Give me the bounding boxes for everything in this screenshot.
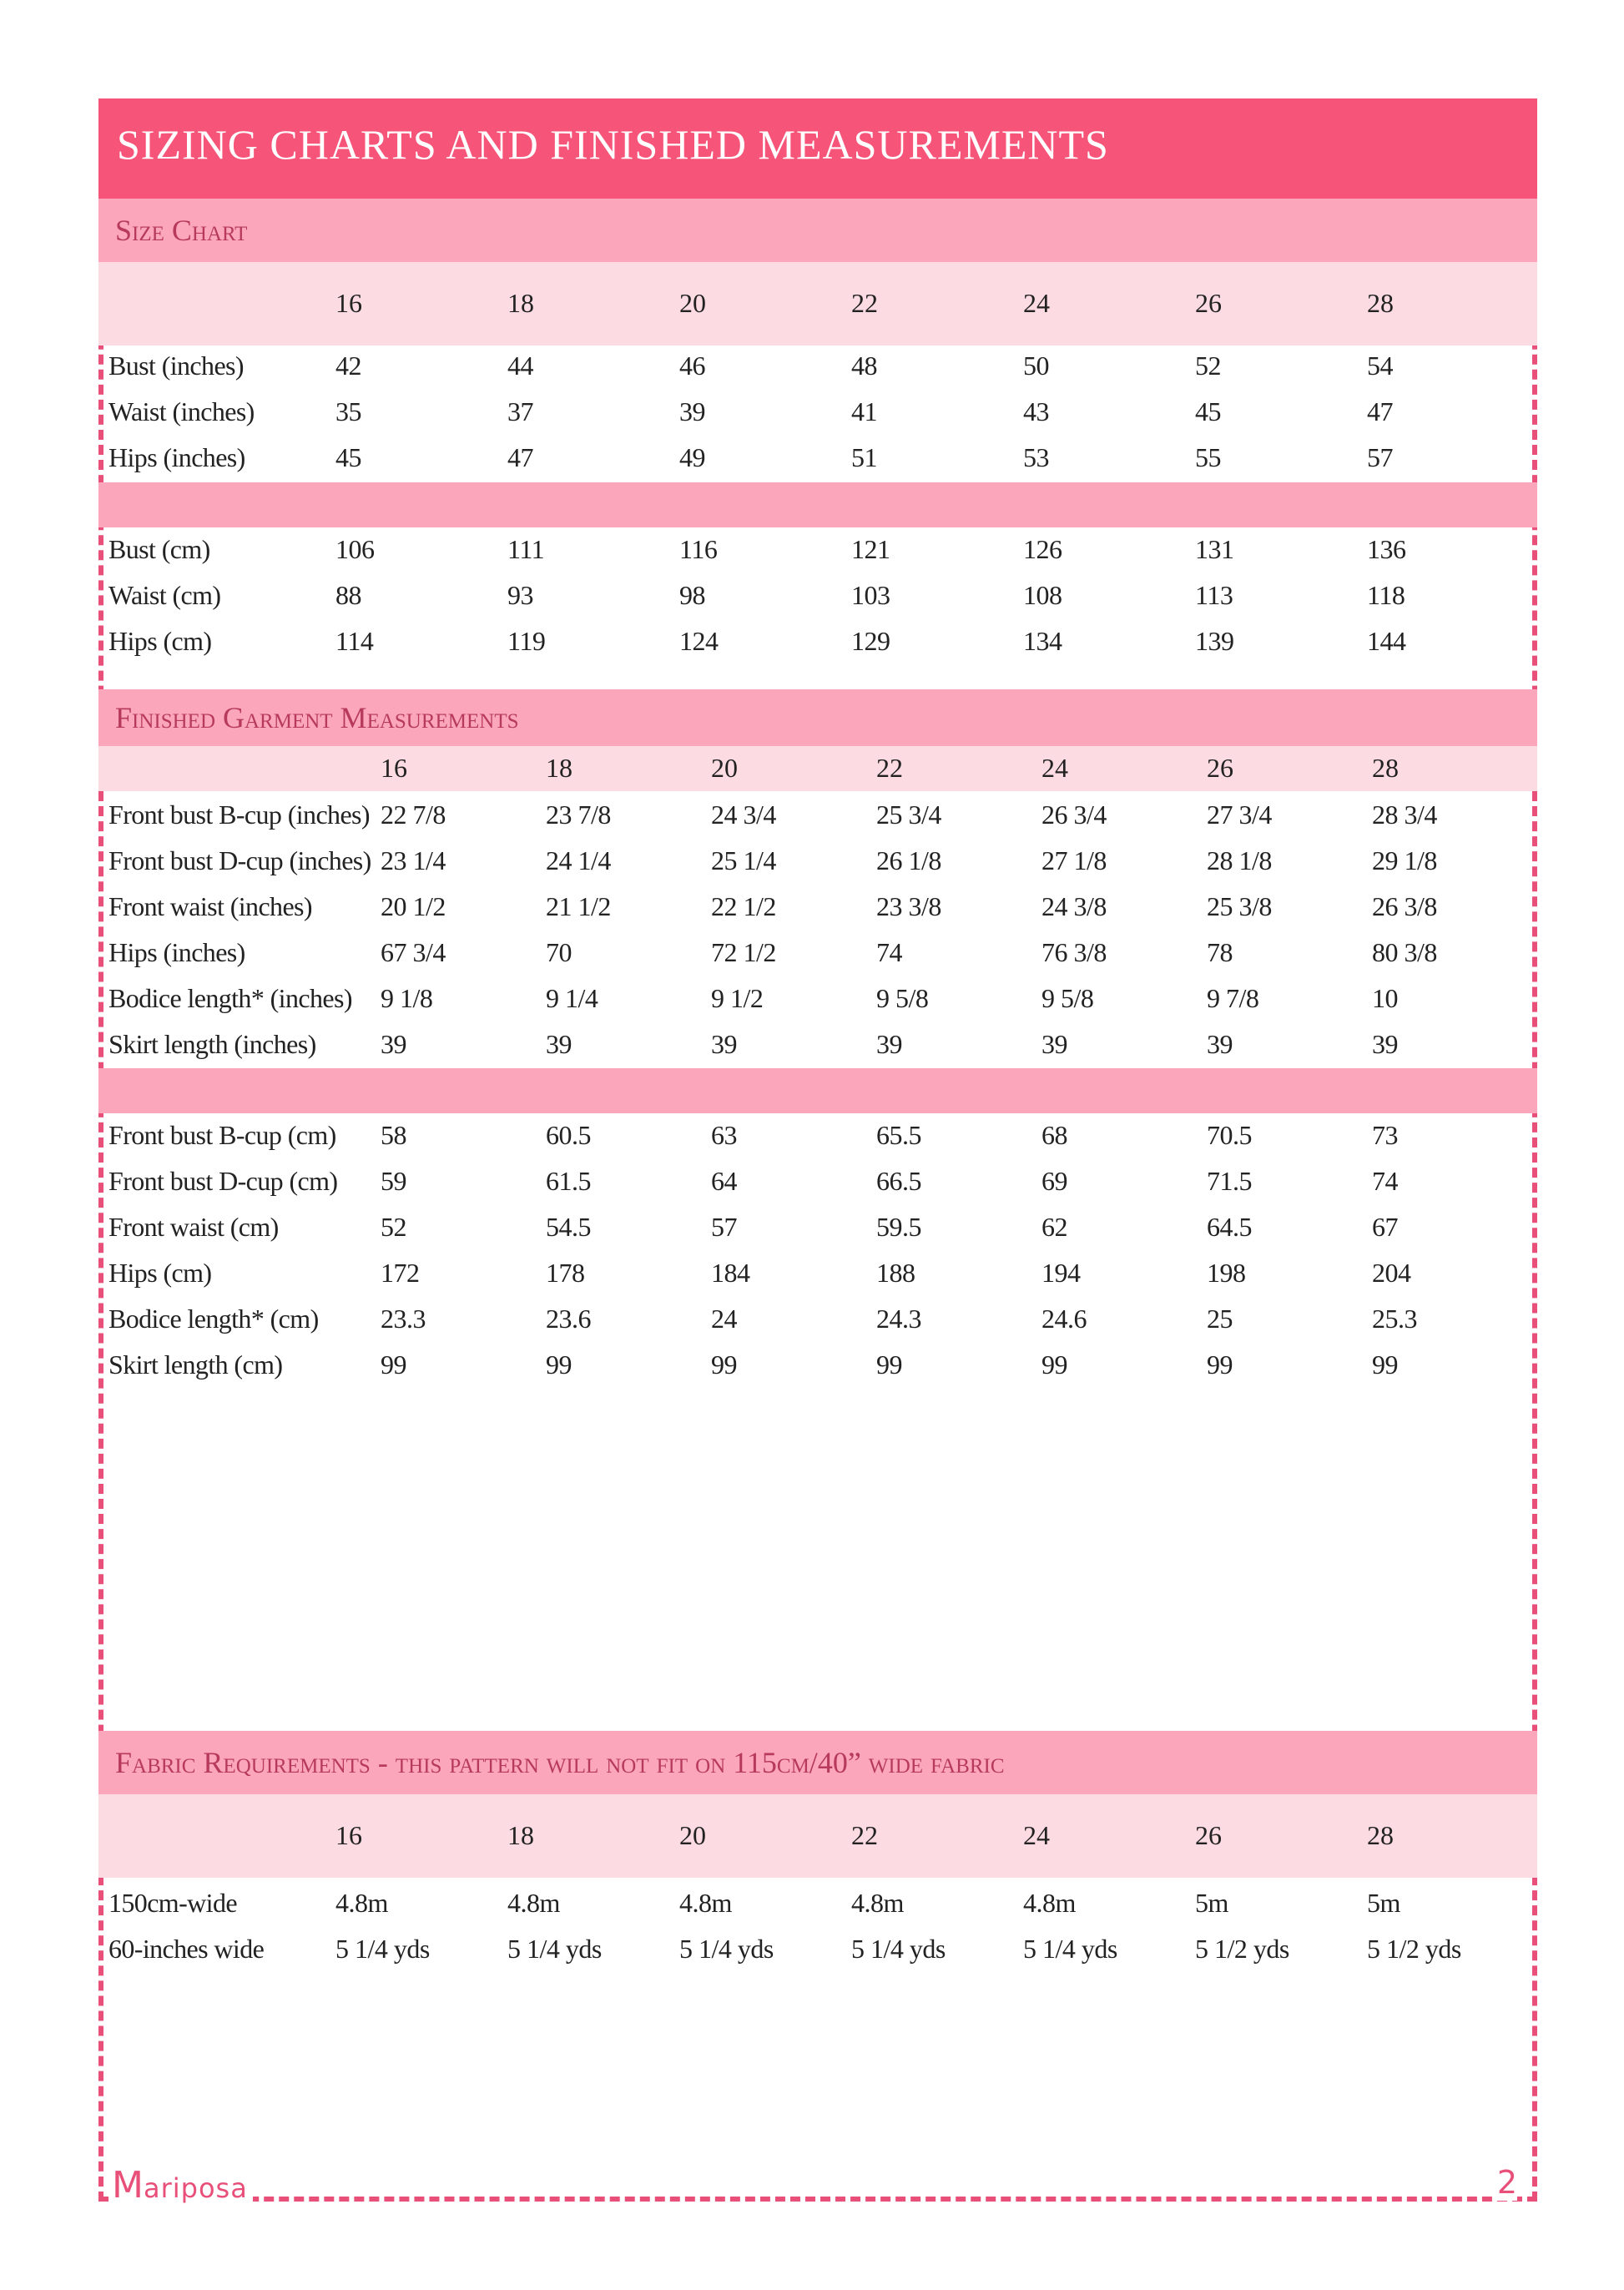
- cell-value: 48: [851, 351, 877, 381]
- cell-value: 106: [335, 534, 375, 564]
- cell-value: 23 3/8: [876, 891, 941, 921]
- cell-value: 25: [1207, 1304, 1233, 1334]
- cell-value: 64: [711, 1166, 737, 1196]
- size-chart-row: [98, 580, 1537, 626]
- cell-value: 47: [507, 442, 533, 472]
- cell-value: 27 1/8: [1041, 845, 1107, 875]
- cell-value: 49: [679, 442, 705, 472]
- cell-value: 10: [1372, 983, 1398, 1013]
- cell-value: 45: [335, 442, 361, 472]
- cell-value: 44: [507, 351, 533, 381]
- size-header-22: 22: [851, 288, 878, 318]
- cell-value: 119: [507, 626, 546, 656]
- size-chart-separator: [98, 482, 1537, 527]
- cell-value: 188: [876, 1258, 915, 1288]
- cell-value: 23.6: [546, 1304, 591, 1334]
- finished-row: [98, 1349, 1537, 1395]
- finished-row: [98, 1212, 1537, 1258]
- cell-value: 67: [1372, 1212, 1398, 1242]
- cell-value: 70.5: [1207, 1120, 1252, 1150]
- cell-value: 9 7/8: [1207, 983, 1259, 1013]
- row-label: 150cm-wide: [108, 1888, 237, 1918]
- cell-value: 24.6: [1041, 1304, 1087, 1334]
- size-header-26: 26: [1207, 753, 1233, 783]
- cell-value: 24: [711, 1304, 737, 1334]
- cell-value: 114: [335, 626, 374, 656]
- cell-value: 61.5: [546, 1166, 591, 1196]
- size-header-24: 24: [1023, 1820, 1050, 1850]
- cell-value: 23.3: [381, 1304, 426, 1334]
- cell-value: 74: [1372, 1166, 1398, 1196]
- cell-value: 54.5: [546, 1212, 591, 1242]
- cell-value: 144: [1367, 626, 1406, 656]
- cell-value: 4.8m: [851, 1888, 904, 1918]
- row-label: Hips (inches): [108, 937, 245, 967]
- cell-value: 41: [851, 396, 877, 426]
- brand-initial: M: [112, 2164, 144, 2207]
- finished-row: [98, 1166, 1537, 1212]
- cell-value: 111: [507, 534, 545, 564]
- cell-value: 5 1/4 yds: [679, 1934, 774, 1964]
- cell-value: 65.5: [876, 1120, 921, 1150]
- row-label: Waist (cm): [108, 580, 221, 610]
- cell-value: 93: [507, 580, 533, 610]
- cell-value: 99: [546, 1349, 572, 1380]
- cell-value: 25 3/4: [876, 799, 941, 830]
- size-header-28: 28: [1372, 753, 1399, 783]
- cell-value: 5 1/2 yds: [1195, 1934, 1289, 1964]
- cell-value: 39: [1207, 1029, 1233, 1059]
- cell-value: 39: [381, 1029, 406, 1059]
- cell-value: 99: [1372, 1349, 1398, 1380]
- brand-logo: [112, 2164, 253, 2207]
- size-header-22: 22: [876, 753, 903, 783]
- cell-value: 53: [1023, 442, 1049, 472]
- cell-value: 23 7/8: [546, 799, 611, 830]
- size-header-18: 18: [507, 1820, 534, 1850]
- cell-value: 21 1/2: [546, 891, 611, 921]
- row-label: Skirt length (cm): [108, 1349, 283, 1380]
- row-label: Bust (cm): [108, 534, 210, 564]
- cell-value: 25 3/8: [1207, 891, 1272, 921]
- cell-value: 136: [1367, 534, 1406, 564]
- finished-row: [98, 937, 1537, 983]
- cell-value: 23 1/4: [381, 845, 446, 875]
- cell-value: 39: [1041, 1029, 1067, 1059]
- cell-value: 26 1/8: [876, 845, 941, 875]
- cell-value: 20 1/2: [381, 891, 446, 921]
- cell-value: 108: [1023, 580, 1062, 610]
- size-header-24: 24: [1041, 753, 1068, 783]
- finished-row: [98, 983, 1537, 1029]
- finished-row: [98, 891, 1537, 937]
- cell-value: 9 5/8: [1041, 983, 1094, 1013]
- size-chart-row: [98, 626, 1537, 672]
- finished-row: [98, 799, 1537, 845]
- finished-size-header: [98, 746, 1537, 791]
- cell-value: 45: [1195, 396, 1221, 426]
- size-chart-heading: Size Chart: [98, 199, 1537, 262]
- cell-value: 139: [1195, 626, 1234, 656]
- cell-value: 4.8m: [679, 1888, 732, 1918]
- cell-value: 204: [1372, 1258, 1411, 1288]
- cell-value: 88: [335, 580, 361, 610]
- cell-value: 26 3/8: [1372, 891, 1437, 921]
- cell-value: 50: [1023, 351, 1049, 381]
- cell-value: 131: [1195, 534, 1234, 564]
- cell-value: 78: [1207, 937, 1233, 967]
- cell-value: 99: [1207, 1349, 1233, 1380]
- cell-value: 29 1/8: [1372, 845, 1437, 875]
- cell-value: 43: [1023, 396, 1049, 426]
- cell-value: 39: [1372, 1029, 1398, 1059]
- cell-value: 4.8m: [335, 1888, 388, 1918]
- fabric-size-header: [98, 1794, 1537, 1878]
- cell-value: 62: [1041, 1212, 1067, 1242]
- cell-value: 52: [381, 1212, 406, 1242]
- cell-value: 64.5: [1207, 1212, 1252, 1242]
- cell-value: 63: [711, 1120, 737, 1150]
- cell-value: 116: [679, 534, 718, 564]
- cell-value: 178: [546, 1258, 585, 1288]
- page-number: 2: [1492, 2164, 1517, 2201]
- row-label: Bodice length* (inches): [108, 983, 352, 1013]
- cell-value: 22 1/2: [711, 891, 776, 921]
- size-chart-row: [98, 442, 1537, 488]
- cell-value: 52: [1195, 351, 1221, 381]
- finished-row: [98, 1304, 1537, 1349]
- size-chart-size-header: [98, 262, 1537, 346]
- cell-value: 72 1/2: [711, 937, 776, 967]
- brand-name: ariposa: [143, 2172, 248, 2204]
- cell-value: 184: [711, 1258, 750, 1288]
- row-label: Waist (inches): [108, 396, 255, 426]
- cell-value: 5m: [1367, 1888, 1400, 1918]
- cell-value: 76 3/8: [1041, 937, 1107, 967]
- cell-value: 126: [1023, 534, 1062, 564]
- row-label: Bodice length* (cm): [108, 1304, 319, 1334]
- cell-value: 5 1/4 yds: [335, 1934, 430, 1964]
- cell-value: 5m: [1195, 1888, 1228, 1918]
- row-label: Front bust D-cup (cm): [108, 1166, 338, 1196]
- cell-value: 39: [679, 396, 705, 426]
- cell-value: 74: [876, 937, 902, 967]
- cell-value: 5 1/2 yds: [1367, 1934, 1461, 1964]
- row-label: Bust (inches): [108, 351, 244, 381]
- size-header-20: 20: [711, 753, 738, 783]
- size-header-18: 18: [546, 753, 572, 783]
- cell-value: 67 3/4: [381, 937, 446, 967]
- cell-value: 80 3/8: [1372, 937, 1437, 967]
- cell-value: 28 3/4: [1372, 799, 1437, 830]
- cell-value: 24 3/8: [1041, 891, 1107, 921]
- cell-value: 24 1/4: [546, 845, 611, 875]
- cell-value: 9 5/8: [876, 983, 929, 1013]
- cell-value: 24 3/4: [711, 799, 776, 830]
- size-header-20: 20: [679, 288, 706, 318]
- row-label: Hips (cm): [108, 1258, 212, 1288]
- size-header-26: 26: [1195, 1820, 1222, 1850]
- cell-value: 9 1/4: [546, 983, 598, 1013]
- cell-value: 69: [1041, 1166, 1067, 1196]
- cell-value: 46: [679, 351, 705, 381]
- cell-value: 57: [1367, 442, 1393, 472]
- size-chart-row: [98, 396, 1537, 442]
- cell-value: 39: [711, 1029, 737, 1059]
- size-header-16: 16: [335, 1820, 362, 1850]
- cell-value: 99: [711, 1349, 737, 1380]
- size-chart-row: [98, 534, 1537, 580]
- row-label: Front waist (inches): [108, 891, 312, 921]
- cell-value: 58: [381, 1120, 406, 1150]
- row-label: Hips (cm): [108, 626, 212, 656]
- size-header-24: 24: [1023, 288, 1050, 318]
- cell-value: 99: [381, 1349, 406, 1380]
- fabric-heading: Fabric Requirements - this pattern will not fit on 115cm/40” wide fabric: [98, 1731, 1537, 1794]
- cell-value: 71.5: [1207, 1166, 1252, 1196]
- cell-value: 5 1/4 yds: [1023, 1934, 1117, 1964]
- finished-separator: [98, 1068, 1537, 1113]
- cell-value: 99: [1041, 1349, 1067, 1380]
- row-label: 60-inches wide: [108, 1934, 265, 1964]
- cell-value: 57: [711, 1212, 737, 1242]
- cell-value: 37: [507, 396, 533, 426]
- size-header-20: 20: [679, 1820, 706, 1850]
- cell-value: 198: [1207, 1258, 1246, 1288]
- cell-value: 5 1/4 yds: [851, 1934, 946, 1964]
- cell-value: 113: [1195, 580, 1233, 610]
- cell-value: 39: [876, 1029, 902, 1059]
- size-header-18: 18: [507, 288, 534, 318]
- cell-value: 35: [335, 396, 361, 426]
- finished-heading: Finished Garment Measurements: [98, 689, 1537, 746]
- cell-value: 172: [381, 1258, 420, 1288]
- size-header-16: 16: [381, 753, 407, 783]
- cell-value: 4.8m: [507, 1888, 560, 1918]
- cell-value: 27 3/4: [1207, 799, 1272, 830]
- cell-value: 134: [1023, 626, 1062, 656]
- row-label: Front bust D-cup (inches): [108, 845, 371, 875]
- cell-value: 5 1/4 yds: [507, 1934, 602, 1964]
- row-label: Front bust B-cup (inches): [108, 799, 370, 830]
- fabric-row: [98, 1934, 1537, 1980]
- cell-value: 118: [1367, 580, 1405, 610]
- cell-value: 9 1/2: [711, 983, 764, 1013]
- cell-value: 98: [679, 580, 705, 610]
- cell-value: 51: [851, 442, 877, 472]
- finished-row: [98, 1258, 1537, 1304]
- cell-value: 55: [1195, 442, 1221, 472]
- cell-value: 66.5: [876, 1166, 921, 1196]
- cell-value: 103: [851, 580, 890, 610]
- cell-value: 25 1/4: [711, 845, 776, 875]
- cell-value: 73: [1372, 1120, 1398, 1150]
- page-title: SIZING CHARTS AND FINISHED MEASUREMENTS: [98, 98, 1537, 199]
- row-label: Front bust B-cup (cm): [108, 1120, 336, 1150]
- finished-row: [98, 845, 1537, 891]
- size-header-16: 16: [335, 288, 362, 318]
- cell-value: 59.5: [876, 1212, 921, 1242]
- cell-value: 99: [876, 1349, 902, 1380]
- cell-value: 47: [1367, 396, 1393, 426]
- row-label: Front waist (cm): [108, 1212, 279, 1242]
- cell-value: 194: [1041, 1258, 1081, 1288]
- size-header-28: 28: [1367, 1820, 1394, 1850]
- row-label: Skirt length (inches): [108, 1029, 316, 1059]
- cell-value: 28 1/8: [1207, 845, 1272, 875]
- cell-value: 24.3: [876, 1304, 921, 1334]
- size-header-22: 22: [851, 1820, 878, 1850]
- cell-value: 60.5: [546, 1120, 591, 1150]
- cell-value: 59: [381, 1166, 406, 1196]
- cell-value: 26 3/4: [1041, 799, 1107, 830]
- size-header-26: 26: [1195, 288, 1222, 318]
- cell-value: 42: [335, 351, 361, 381]
- cell-value: 4.8m: [1023, 1888, 1076, 1918]
- cell-value: 22 7/8: [381, 799, 446, 830]
- cell-value: 54: [1367, 351, 1393, 381]
- fabric-row: [98, 1888, 1537, 1934]
- cell-value: 70: [546, 937, 572, 967]
- cell-value: 129: [851, 626, 890, 656]
- cell-value: 121: [851, 534, 890, 564]
- cell-value: 124: [679, 626, 719, 656]
- finished-row: [98, 1120, 1537, 1166]
- size-header-28: 28: [1367, 288, 1394, 318]
- cell-value: 68: [1041, 1120, 1067, 1150]
- row-label: Hips (inches): [108, 442, 245, 472]
- cell-value: 9 1/8: [381, 983, 433, 1013]
- size-chart-row: [98, 351, 1537, 396]
- cell-value: 39: [546, 1029, 572, 1059]
- cell-value: 25.3: [1372, 1304, 1417, 1334]
